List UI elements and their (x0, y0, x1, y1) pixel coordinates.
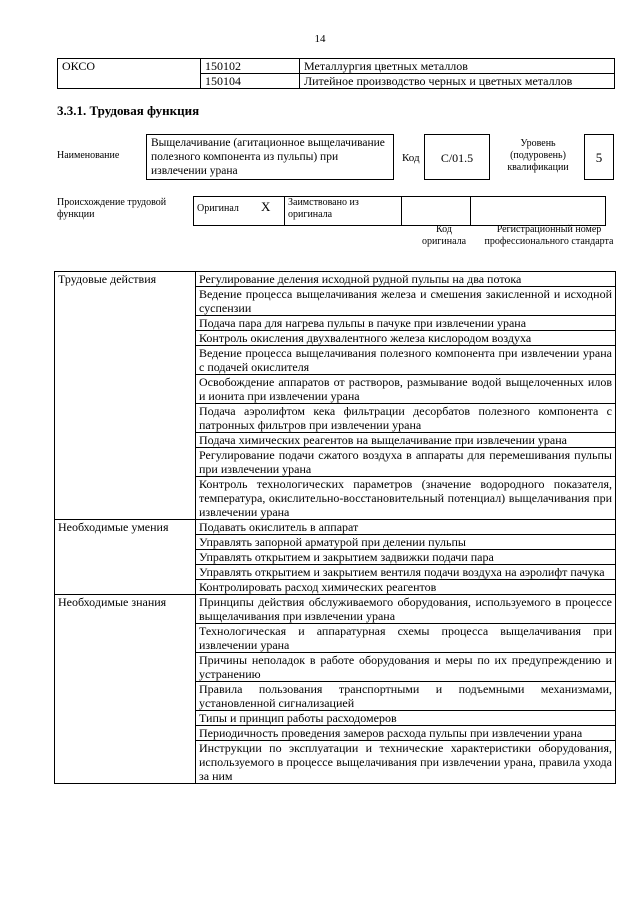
required-skills-item: Управлять открытием и закрытием вентиля подачи воздуха на аэролифт пачука (196, 565, 616, 580)
required-knowledge-item: Причины неполадок в работе оборудования и меры по их предупреждению и устранению (196, 653, 616, 682)
code-original-label: Код оригинала (421, 224, 467, 247)
labor-actions-item: Ведение процесса выщелачивания железа и смешения закисленной и исходной суспензии (196, 287, 616, 316)
labor-actions-item: Контроль окисления двухвалентного железа кислородом воздуха (196, 331, 616, 346)
labor-actions-item: Подача пара для нагрева пульпы в пачуке при извлечении урана (196, 316, 616, 331)
labor-actions-item: Регулирование подачи сжатого воздуха в аппараты для перемешивания пульпы при извлечении урана (196, 448, 616, 477)
required-knowledge-item: Типы и принцип работы расходомеров (196, 711, 616, 726)
reg-number-cell (471, 197, 606, 226)
labor-actions-item: Подача химических реагентов на выщелачивание при извлечении урана (196, 433, 616, 448)
table-row (55, 272, 616, 287)
labor-actions-label: Трудовые действия (55, 272, 196, 520)
okso-row (58, 59, 615, 74)
original-mark: X (258, 197, 285, 226)
required-knowledge-item: Правила пользования транспортными и подъемными механизмами, установленной сигнализацией (196, 682, 616, 711)
required-skills-label: Необходимые умения (55, 520, 196, 595)
qualification-level-value: 5 (584, 134, 614, 180)
labor-actions-item: Ведение процесса выщелачивания полезного компонента при извлечении урана с подачей окислителя (196, 346, 616, 375)
required-knowledge-item: Инструкции по эксплуатации и технические характеристики оборудования, используемого в процессе выщелачивания при извлечении урана, правила ухода за ним (196, 741, 616, 784)
okso-code: 150102 (201, 59, 300, 74)
labor-actions-item: Подача аэролифтом кека фильтрации десорбатов полезного компонента с патронных фильтров при извлечении урана (196, 404, 616, 433)
function-code-value: C/01.5 (424, 134, 490, 180)
function-name-value: Выщелачивание (агитационное выщелачивание полезного компонента из пульпы) при извлечении урана (146, 134, 394, 180)
original-label: Оригинал (194, 197, 259, 226)
required-skills-item: Управлять открытием и закрытием задвижки подачи пара (196, 550, 616, 565)
required-knowledge-item: Принципы действия обслуживаемого оборудования, используемого в процессе выщелачивания при извлечении урана (196, 595, 616, 624)
okso-table (57, 58, 615, 89)
required-skills-item: Управлять запорной арматурой при делении пульпы (196, 535, 616, 550)
qualification-level-label: Уровень (подуровень) квалификации (507, 138, 569, 173)
borrowed-label: Заимствовано из оригинала (285, 197, 402, 226)
code-original-cell (402, 197, 471, 226)
labor-function-table (54, 271, 616, 784)
section-title: 3.3.1. Трудовая функция (57, 103, 200, 118)
required-skills-item: Контролировать расход химических реагентов (196, 580, 616, 595)
code-label: Код (402, 152, 420, 164)
okso-label: ОКСО (58, 59, 201, 89)
reg-number-label: Регистрационный номер профессионального стандарта (484, 224, 614, 247)
origin-label: Происхождение трудовой функции (57, 197, 167, 220)
okso-name: Литейное производство черных и цветных металлов (300, 74, 615, 89)
name-label: Наименование (57, 150, 120, 161)
table-row (55, 595, 616, 624)
okso-name: Металлургия цветных металлов (300, 59, 615, 74)
okso-code: 150104 (201, 74, 300, 89)
required-knowledge-item: Периодичность проведения замеров расхода пульпы при извлечении урана (196, 726, 616, 741)
required-skills-item: Подавать окислитель в аппарат (196, 520, 616, 535)
labor-actions-item: Контроль технологических параметров (значение водородного показателя, температура, окислительно-восстановительный потенциал) выщелачивания при извлечении урана (196, 477, 616, 520)
required-knowledge-label: Необходимые знания (55, 595, 196, 784)
origin-row (194, 197, 606, 226)
labor-actions-item: Регулирование деления исходной рудной пульпы на два потока (196, 272, 616, 287)
labor-actions-item: Освобождение аппаратов от растворов, размывание водой выщелоченных илов и ионита при извлечении урана (196, 375, 616, 404)
page-number: 14 (314, 33, 326, 45)
table-row (55, 520, 616, 535)
origin-table (193, 196, 606, 226)
required-knowledge-item: Технологическая и аппаратурная схемы процесса выщелачивания при извлечении урана (196, 624, 616, 653)
